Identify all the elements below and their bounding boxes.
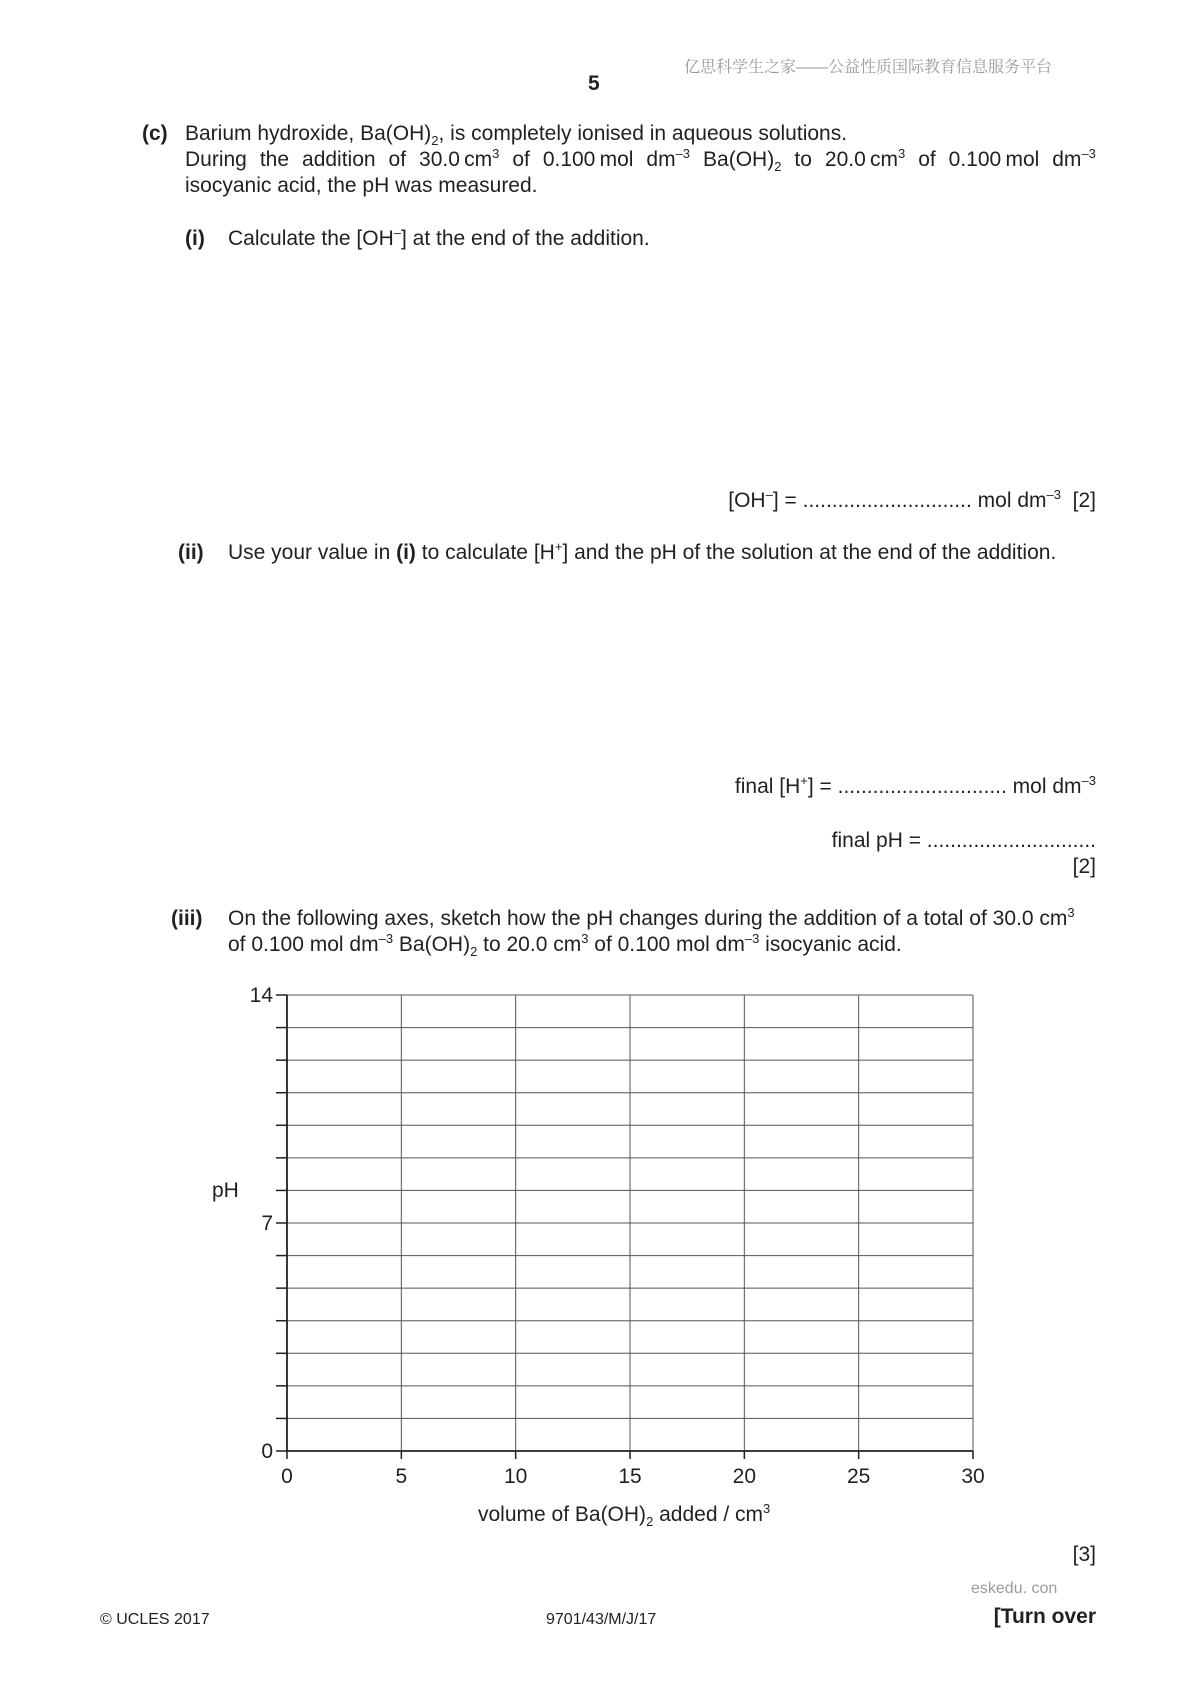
- part-c-line1: Barium hydroxide, $Ba(OH)_2$, is completely ionised in aqueous solutions.: [185, 122, 848, 149]
- question-iii-line2: of 0.100 mol $dm^{-3}$ $Ba(OH)_2$ to 20.0 $cm^3$ of 0.100 mol $dm^{-3}$ isocyanic acid.: [228, 931, 902, 960]
- footer-copyright: © UCLES 2017: [100, 1611, 210, 1628]
- y-tick-label: 7: [261, 1212, 273, 1235]
- question-i-text: Calculate the [OH–] at the end of the addition.: [228, 225, 650, 250]
- y-axis-label: pH: [212, 1179, 239, 1202]
- x-tick-label: 20: [732, 1465, 757, 1488]
- part-c-line3: isocyanic acid, the pH was measured.: [185, 174, 538, 197]
- footer-turn-over: [Turn over: [993, 1605, 1096, 1628]
- question-ii-label: (ii): [178, 541, 204, 564]
- part-c-line2: During the addition of 30.0 $cm^3$ of 0.100 mol $dm^{-3}$ $Ba(OH)_2$ to 20.0 $cm^3$ of 0.100 mol $dm^{-3}$: [185, 146, 1096, 175]
- footer-paper-code: 9701/43/M/J/17: [546, 1611, 657, 1628]
- x-axis-label: volume of $Ba(OH)_2$ added / $cm^3$: [478, 1501, 771, 1530]
- question-ii-answer-ph: final pH = .............................: [831, 829, 1096, 852]
- x-tick-label: 25: [846, 1465, 871, 1488]
- x-axis-ticks: [281, 1451, 985, 1488]
- question-ii-marks: [2]: [1072, 855, 1096, 878]
- y-tick-label: 0: [261, 1440, 273, 1463]
- footer-watermark: eskedu. con: [971, 1580, 1058, 1597]
- question-iii-label: (iii): [171, 907, 203, 930]
- x-tick-label: 0: [281, 1465, 293, 1488]
- part-c-label: (c): [142, 122, 168, 145]
- y-axis-ticks: [250, 984, 287, 1463]
- question-ii-answer-h: final [H+] = ............................. mol $dm^{-3}$: [734, 773, 1096, 798]
- x-tick-label: 10: [503, 1465, 528, 1488]
- question-i-marks: [2]: [1072, 489, 1096, 512]
- y-tick-label: 14: [249, 984, 273, 1007]
- page-number: 5: [588, 72, 600, 95]
- x-tick-label: 15: [618, 1465, 642, 1488]
- x-tick-label: 5: [395, 1465, 408, 1488]
- question-iii-marks: [3]: [1072, 1543, 1096, 1566]
- question-ii-text: Use your value in (i) to calculate [H+] and the pH of the solution at the end of the addition.: [228, 539, 1057, 564]
- chart-grid: [287, 995, 973, 1451]
- x-tick-label: 30: [961, 1465, 985, 1488]
- question-iii-line1: On the following axes, sketch how the pH changes during the addition of a total of 30.0 $cm^3$: [228, 905, 1075, 930]
- question-i-label: (i): [185, 227, 205, 250]
- header-watermark: 亿思科学生之家——公益性质国际教育信息服务平台: [684, 59, 1053, 76]
- question-i-answer-line: [OH–] = ............................. mol $dm^{-3}$ [2]: [728, 487, 1096, 512]
